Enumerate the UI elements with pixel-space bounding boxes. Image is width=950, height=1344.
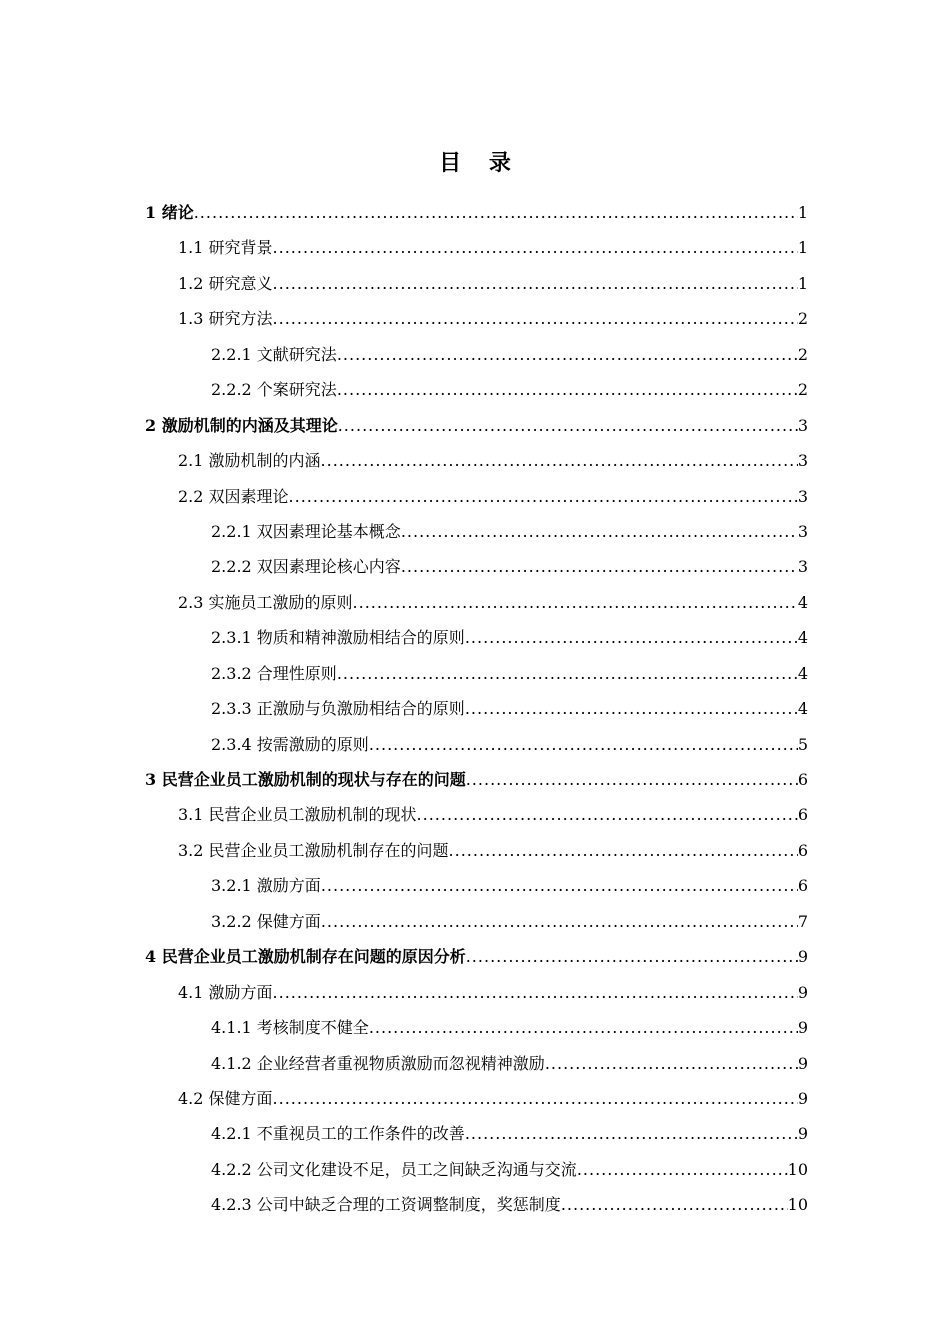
toc-entry[interactable] (145, 727, 808, 762)
toc-entry-label: 4.1.1 考核制度不健全 (211, 1018, 369, 1038)
toc-entry-page-number: 9 (797, 1124, 808, 1144)
toc-dot-leader (273, 1081, 798, 1116)
toc-entry-page-number: 2 (797, 380, 808, 400)
toc-dot-leader (273, 230, 798, 265)
toc-dot-leader (194, 195, 798, 230)
toc-dot-leader (273, 301, 798, 336)
toc-entry-label: 1.1 研究背景 (178, 238, 273, 258)
toc-entry-page-number: 6 (797, 840, 808, 860)
toc-dot-leader (273, 266, 798, 301)
toc-entry[interactable] (145, 1187, 808, 1222)
toc-dot-leader (561, 1187, 788, 1222)
toc-entry[interactable] (145, 620, 808, 655)
toc-entry[interactable] (145, 195, 808, 230)
toc-dot-leader (417, 797, 798, 832)
toc-entry-label: 4.2.1 不重视员工的工作条件的改善 (211, 1124, 465, 1144)
toc-entry[interactable] (145, 443, 808, 478)
toc-entry-page-number: 9 (797, 1053, 808, 1073)
toc-entry-page-number: 3 (797, 451, 808, 471)
toc-entry-label: 3 民营企业员工激励机制的现状与存在的问题 (145, 770, 466, 789)
toc-entry-page-number: 6 (797, 770, 808, 789)
toc-entry[interactable] (145, 1010, 808, 1045)
toc-entry-page-number: 4 (797, 699, 808, 719)
toc-dot-leader (338, 408, 798, 443)
toc-entry-page-number: 9 (797, 1088, 808, 1108)
toc-dot-leader (321, 443, 798, 478)
toc-entry-label: 2 激励机制的内涵及其理论 (145, 415, 338, 435)
toc-entry-label: 2.2 双因素理论 (178, 486, 289, 506)
toc-entry-page-number: 1 (797, 273, 808, 293)
toc-entry-label: 2.2.2 双因素理论核心内容 (211, 557, 401, 577)
toc-entry[interactable] (145, 833, 808, 868)
toc-entry-page-number: 4 (797, 592, 808, 612)
toc-entry-label: 3.2.1 激励方面 (211, 876, 321, 896)
toc-entry-label: 2.3.4 按需激励的原则 (211, 734, 369, 754)
toc-entry[interactable] (145, 691, 808, 726)
toc-dot-leader (273, 975, 798, 1010)
toc-dot-leader (337, 337, 798, 372)
toc-entry-page-number: 9 (797, 947, 808, 967)
toc-entry-page-number: 2 (797, 344, 808, 364)
toc-entry[interactable] (145, 1081, 808, 1116)
toc-entry-label: 2.2.2 个案研究法 (211, 380, 337, 400)
toc-entry[interactable] (145, 1152, 808, 1187)
toc-entry-label: 3.1 民营企业员工激励机制的现状 (178, 805, 417, 825)
toc-entry-label: 1.3 研究方法 (178, 309, 273, 329)
toc-entry-label: 4.1 激励方面 (178, 982, 273, 1002)
toc-dot-leader (369, 1010, 798, 1045)
toc-dot-leader (321, 904, 798, 939)
toc-entry-page-number: 6 (797, 876, 808, 896)
toc-entry[interactable] (145, 301, 808, 336)
toc-entry-page-number: 1 (797, 203, 808, 222)
toc-entry-label: 2.3.2 合理性原则 (211, 663, 337, 683)
toc-entry[interactable] (145, 479, 808, 514)
toc-entry-page-number: 9 (797, 982, 808, 1002)
toc-entry[interactable] (145, 975, 808, 1010)
toc-list (145, 195, 808, 1223)
toc-entry-page-number: 4 (797, 663, 808, 683)
toc-entry-label: 2.1 激励机制的内涵 (178, 451, 321, 471)
toc-dot-leader (466, 762, 798, 797)
toc-entry-label: 4.2.2 公司文化建设不足，员工之间缺乏沟通与交流 (211, 1159, 577, 1179)
toc-entry-label: 2.2.1 文献研究法 (211, 344, 337, 364)
toc-entry[interactable] (145, 514, 808, 549)
toc-entry[interactable] (145, 337, 808, 372)
toc-entry-label: 2.3 实施员工激励的原则 (178, 592, 353, 612)
toc-dot-leader (321, 868, 798, 903)
toc-dot-leader (465, 691, 798, 726)
toc-dot-leader (545, 1046, 798, 1081)
toc-entry-page-number: 10 (787, 1159, 808, 1179)
toc-dot-leader (465, 1116, 798, 1151)
toc-entry[interactable] (145, 939, 808, 974)
toc-entry[interactable] (145, 904, 808, 939)
toc-dot-leader (449, 833, 798, 868)
toc-entry-page-number: 6 (797, 805, 808, 825)
toc-entry[interactable] (145, 797, 808, 832)
toc-dot-leader (465, 620, 798, 655)
toc-entry-label: 2.3.1 物质和精神激励相结合的原则 (211, 628, 465, 648)
toc-entry[interactable] (145, 1116, 808, 1151)
toc-entry-page-number: 3 (797, 486, 808, 506)
toc-entry-page-number: 7 (797, 911, 808, 931)
toc-entry[interactable] (145, 408, 808, 443)
toc-entry[interactable] (145, 549, 808, 584)
toc-entry[interactable] (145, 372, 808, 407)
toc-entry[interactable] (145, 868, 808, 903)
toc-dot-leader (369, 727, 798, 762)
toc-dot-leader (401, 514, 798, 549)
toc-entry[interactable] (145, 1046, 808, 1081)
toc-entry-page-number: 3 (797, 521, 808, 541)
toc-entry-label: 4.2 保健方面 (178, 1088, 273, 1108)
toc-entry-page-number: 9 (797, 1018, 808, 1038)
toc-dot-leader (337, 656, 798, 691)
toc-dot-leader (466, 939, 798, 974)
toc-entry-page-number: 3 (797, 557, 808, 577)
toc-entry-page-number: 10 (787, 1195, 808, 1215)
toc-entry-label: 4 民营企业员工激励机制存在问题的原因分析 (145, 947, 466, 967)
toc-dot-leader (289, 479, 798, 514)
toc-entry-label: 3.2 民营企业员工激励机制存在的问题 (178, 840, 449, 860)
toc-entry-page-number: 5 (797, 734, 808, 754)
toc-entry-label: 4.1.2 企业经营者重视物质激励而忽视精神激励 (211, 1053, 545, 1073)
toc-entry-label: 1 绪论 (145, 203, 194, 222)
toc-entry-page-number: 2 (797, 309, 808, 329)
toc-entry-label: 1.2 研究意义 (178, 273, 273, 293)
toc-entry-label: 2.2.1 双因素理论基本概念 (211, 521, 401, 541)
toc-entry-label: 4.2.3 公司中缺乏合理的工资调整制度，奖惩制度 (211, 1195, 561, 1215)
toc-entry[interactable] (145, 656, 808, 691)
toc-entry[interactable] (145, 585, 808, 620)
toc-title: 目 录 (439, 150, 521, 176)
toc-dot-leader (337, 372, 798, 407)
toc-entry[interactable] (145, 266, 808, 301)
toc-dot-leader (401, 549, 798, 584)
toc-entry[interactable] (145, 230, 808, 265)
toc-entry[interactable] (145, 762, 808, 797)
toc-entry-label: 3.2.2 保健方面 (211, 911, 321, 931)
toc-entry-page-number: 3 (797, 415, 808, 435)
toc-entry-page-number: 1 (797, 238, 808, 258)
toc-entry-page-number: 4 (797, 628, 808, 648)
toc-dot-leader (577, 1152, 788, 1187)
toc-entry-label: 2.3.3 正激励与负激励相结合的原则 (211, 699, 465, 719)
toc-dot-leader (353, 585, 798, 620)
